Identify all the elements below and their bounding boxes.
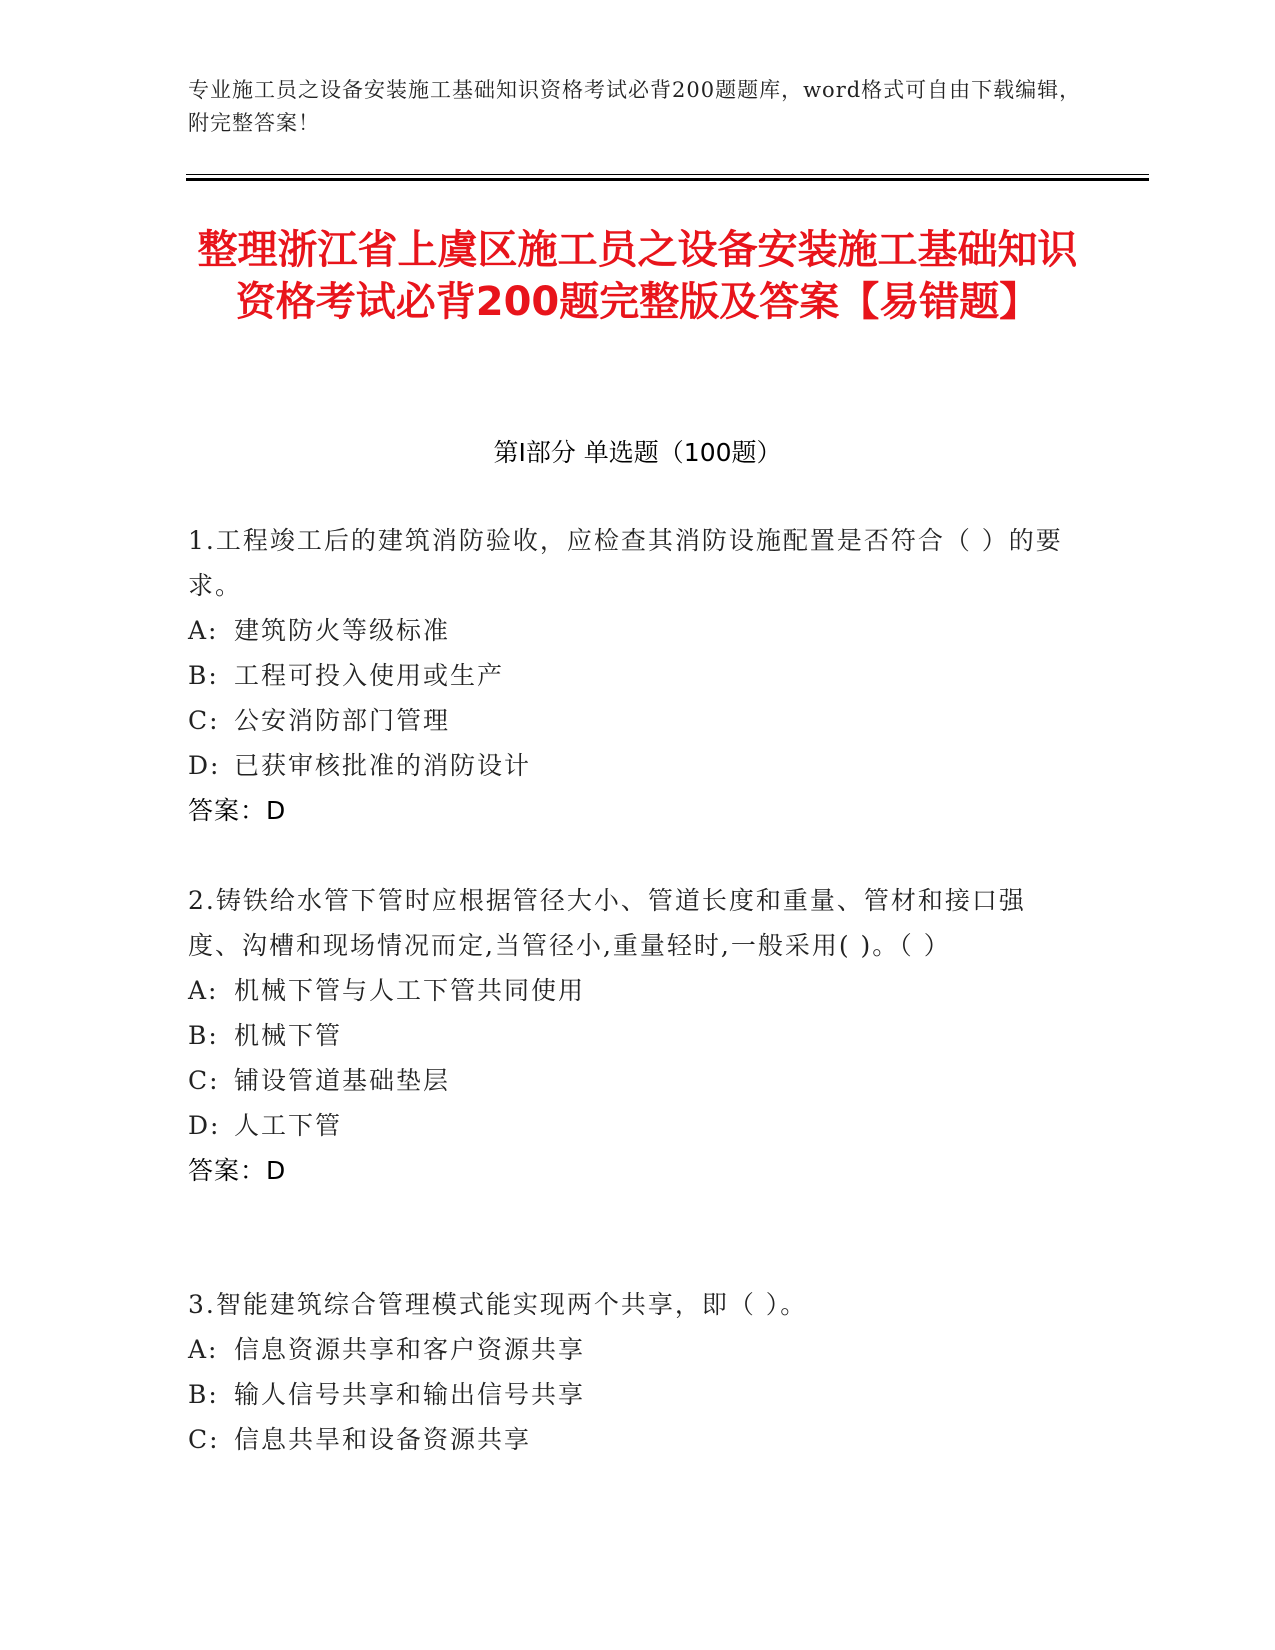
option-text: 人工下管	[234, 1111, 343, 1140]
option-text: 信息资源共享和客户资源共享	[234, 1335, 586, 1364]
option-label: A:	[188, 976, 219, 1005]
option-label: B:	[188, 1380, 219, 1409]
question-text: 2.铸铁给水管下管时应根据管径大小、管道长度和重量、管材和接口强度、沟槽和现场情况而定,当管径小,重量轻时,一般采用( )。（ ）	[188, 886, 1026, 960]
option-text: 机械下管	[234, 1021, 343, 1050]
option-label: C:	[188, 706, 220, 735]
question-text: 1.工程竣工后的建筑消防验收，应检查其消防设施配置是否符合（ ）的要求。	[188, 526, 1063, 600]
question-1	[188, 518, 1068, 833]
option-text: 建筑防火等级标准	[234, 616, 451, 645]
option-b	[188, 1013, 1068, 1058]
option-label: D:	[188, 1111, 221, 1140]
option-d	[188, 743, 1068, 788]
option-text: 信息共旱和设备资源共享	[234, 1425, 532, 1454]
option-b	[188, 1372, 1068, 1417]
option-a	[188, 968, 1068, 1013]
option-text: 铺设管道基础垫层	[234, 1066, 451, 1095]
header-rule-thin	[186, 174, 1149, 175]
header-rule-thick	[186, 178, 1149, 181]
option-label: A:	[188, 1335, 219, 1364]
option-label: B:	[188, 1021, 219, 1050]
option-a	[188, 1327, 1068, 1372]
option-c	[188, 1058, 1068, 1103]
option-a	[188, 608, 1068, 653]
option-label: D:	[188, 751, 221, 780]
question-2	[188, 878, 1068, 1193]
answer: 答案：D	[188, 796, 287, 825]
option-text: 已获审核批准的消防设计	[234, 751, 532, 780]
option-b	[188, 653, 1068, 698]
option-d	[188, 1103, 1068, 1148]
header-note: 专业施工员之设备安装施工基础知识资格考试必背200题题库，word格式可自由下载编辑，附完整答案！	[188, 78, 1082, 135]
option-c	[188, 698, 1068, 743]
option-label: B:	[188, 661, 219, 690]
option-label: A:	[188, 616, 219, 645]
question-text: 3.智能建筑综合管理模式能实现两个共享，即（ ）。	[188, 1290, 808, 1319]
answer: 答案：D	[188, 1156, 287, 1185]
option-c	[188, 1417, 1068, 1462]
option-label: C:	[188, 1425, 220, 1454]
option-text: 机械下管与人工下管共同使用	[234, 976, 586, 1005]
section-heading: 第Ⅰ部分 单选题（100题）	[493, 438, 782, 467]
option-text: 工程可投入使用或生产	[234, 661, 505, 690]
page-title: 整理浙江省上虞区施工员之设备安装施工基础知识资格考试必背200题完整版及答案【易错题】	[197, 227, 1078, 325]
question-3	[188, 1282, 1068, 1462]
option-text: 输人信号共享和输出信号共享	[234, 1380, 586, 1409]
option-label: C:	[188, 1066, 220, 1095]
option-text: 公安消防部门管理	[234, 706, 451, 735]
